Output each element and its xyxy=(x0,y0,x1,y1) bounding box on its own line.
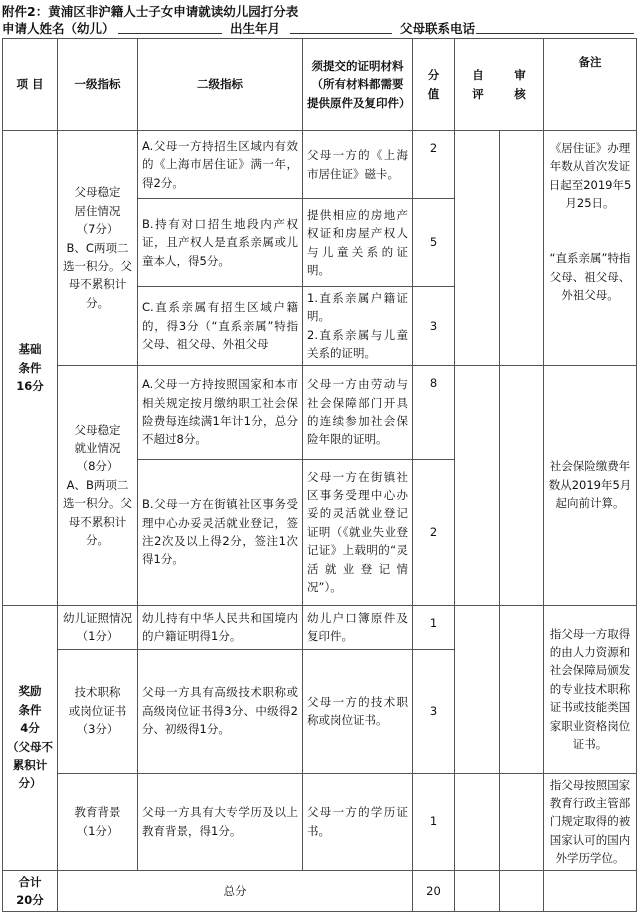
residence-b-criteria: B.持有对口招生地段内产权证，且产权人是直系亲属或儿童本人，得5分。 xyxy=(138,199,303,287)
total-row xyxy=(3,870,637,912)
employment-b-score: 2 xyxy=(413,459,455,605)
header-level1: 一级指标 xyxy=(58,39,138,131)
applicant-name-label: 申请人姓名（幼儿） xyxy=(2,21,115,36)
residence-b-score: 5 xyxy=(413,199,455,287)
header-score: 分 值 xyxy=(413,39,455,131)
residence-b-docs: 提供相应的房地产权证和房屋产权人与儿童关系的证明。 xyxy=(303,199,413,287)
employment-level1: 父母稳定 就业情况 （8分） A、B两项二选一积分。父母不累积计分。 xyxy=(58,365,138,605)
title-score: 3 xyxy=(413,649,455,773)
table-row xyxy=(3,773,637,870)
table-row xyxy=(3,131,637,199)
employment-remark: 社会保险缴费年数从2019年5月起向前计算。 xyxy=(544,365,637,605)
cert-criteria: 幼儿持有中华人民共和国境内的户籍证明得1分。 xyxy=(138,605,303,649)
residence-level1: 父母稳定 居住情况 （7分） B、C两项二选一积分。父母不累积计分。 xyxy=(58,131,138,366)
employment-audit-cell[interactable] xyxy=(500,365,544,605)
employment-b-criteria: B.父母一方在街镇社区事务受理中心办妥灵活就业登记，签注2次及以上得2分，签注1次得1分。 xyxy=(138,459,303,605)
employment-a-score: 8 xyxy=(413,365,455,459)
header-self-audit: 自 审 评 核 xyxy=(455,39,544,131)
cert-title-audit-cell[interactable] xyxy=(500,605,544,773)
parent-phone-label: 父母联系电话 xyxy=(400,21,476,36)
parent-phone-field[interactable] xyxy=(476,33,634,34)
total-text: 总分 xyxy=(58,870,413,912)
residence-audit-cell[interactable] xyxy=(500,131,544,366)
residence-c-criteria: C.直系亲属有招生区域户籍的，得3分（“直系亲属”特指父母、祖父母、外祖父母 xyxy=(138,287,303,366)
residence-a-score: 2 xyxy=(413,131,455,199)
edu-remark: 指父母按照国家教育行政主管部门规定取得的被国家认可的国内外学历学位。 xyxy=(544,773,637,870)
employment-self-eval-cell[interactable] xyxy=(455,365,500,605)
edu-docs: 父母一方的学历证书。 xyxy=(303,773,413,870)
total-audit-cell[interactable] xyxy=(500,870,544,912)
cert-score: 1 xyxy=(413,605,455,649)
title-level1: 技术职称 或岗位证书 （3分） xyxy=(58,649,138,773)
residence-c-score: 3 xyxy=(413,287,455,366)
total-label: 合计 20分 xyxy=(3,870,58,912)
edu-level1: 教育背景 （1分） xyxy=(58,773,138,870)
header-item: 项 目 xyxy=(3,39,58,131)
header-row xyxy=(3,39,637,131)
header-remark: 备注 xyxy=(544,39,637,131)
header-level2: 二级指标 xyxy=(138,39,303,131)
edu-score: 1 xyxy=(413,773,455,870)
header-required-docs: 须提交的证明材料 （所有材料都需要提供原件及复印件） xyxy=(303,39,413,131)
bonus-condition-label: 奖励 条件 4分 （父母不累积计分） xyxy=(3,605,58,870)
table-row xyxy=(3,365,637,459)
total-self-eval-cell[interactable] xyxy=(455,870,500,912)
edu-audit-cell[interactable] xyxy=(500,773,544,870)
edu-self-eval-cell[interactable] xyxy=(455,773,500,870)
employment-b-docs: 父母一方在街镇社区事务受理中心办妥的灵活就业登记证明（《就业失业登记证》上载明的“灵活就业登记情况”）。 xyxy=(303,459,413,605)
cert-title-self-eval-cell[interactable] xyxy=(455,605,500,773)
employment-a-docs: 父母一方由劳动与社会保障部门开具的连续参加社会保险年限的证明。 xyxy=(303,365,413,459)
cert-level1: 幼儿证照情况 （1分） xyxy=(58,605,138,649)
employment-a-criteria: A.父母一方持按照国家和本市相关规定按月缴纳职工社会保险费每连续满1年计1分，总分不超过8分。 xyxy=(138,365,303,459)
title-remark: 指父母一方取得的由人力资源和社会保障局颁发的专业技术职称证书或技能类国家职业资格岗位证书。 xyxy=(544,605,637,773)
cert-docs: 幼儿户口簿原件及复印件。 xyxy=(303,605,413,649)
residence-a-criteria: A.父母一方持招生区域内有效的《上海市居住证》满一年，得2分。 xyxy=(138,131,303,199)
applicant-name-field[interactable] xyxy=(118,33,222,34)
residence-self-eval-cell[interactable] xyxy=(455,131,500,366)
score-table xyxy=(2,38,637,912)
basic-condition-label: 基础 条件 16分 xyxy=(3,131,58,606)
document-title: 附件2：黄浦区非沪籍人士子女申请就读幼儿园打分表 xyxy=(2,4,299,19)
residence-a-docs: 父母一方的《上海市居住证》磁卡。 xyxy=(303,131,413,199)
table-row xyxy=(3,605,637,649)
residence-remark: 《居住证》办理年数从首次发证日起至2019年5月25日。 “直系亲属”特指父母、祖父母、外祖父母。 xyxy=(544,131,637,366)
residence-c-docs: 1.直系亲属户籍证明。 2.直系亲属与儿童关系的证明。 xyxy=(303,287,413,366)
birth-date-field[interactable] xyxy=(290,33,392,34)
total-score: 20 xyxy=(413,870,455,912)
edu-criteria: 父母一方具有大专学历及以上教育背景，得1分。 xyxy=(138,773,303,870)
title-docs: 父母一方的技术职称或岗位证书。 xyxy=(303,649,413,773)
title-criteria: 父母一方具有高级技术职称或高级岗位证书得3分、中级得2分、初级得1分。 xyxy=(138,649,303,773)
total-remark-cell xyxy=(544,870,637,912)
birth-date-label: 出生年月 xyxy=(230,21,281,36)
